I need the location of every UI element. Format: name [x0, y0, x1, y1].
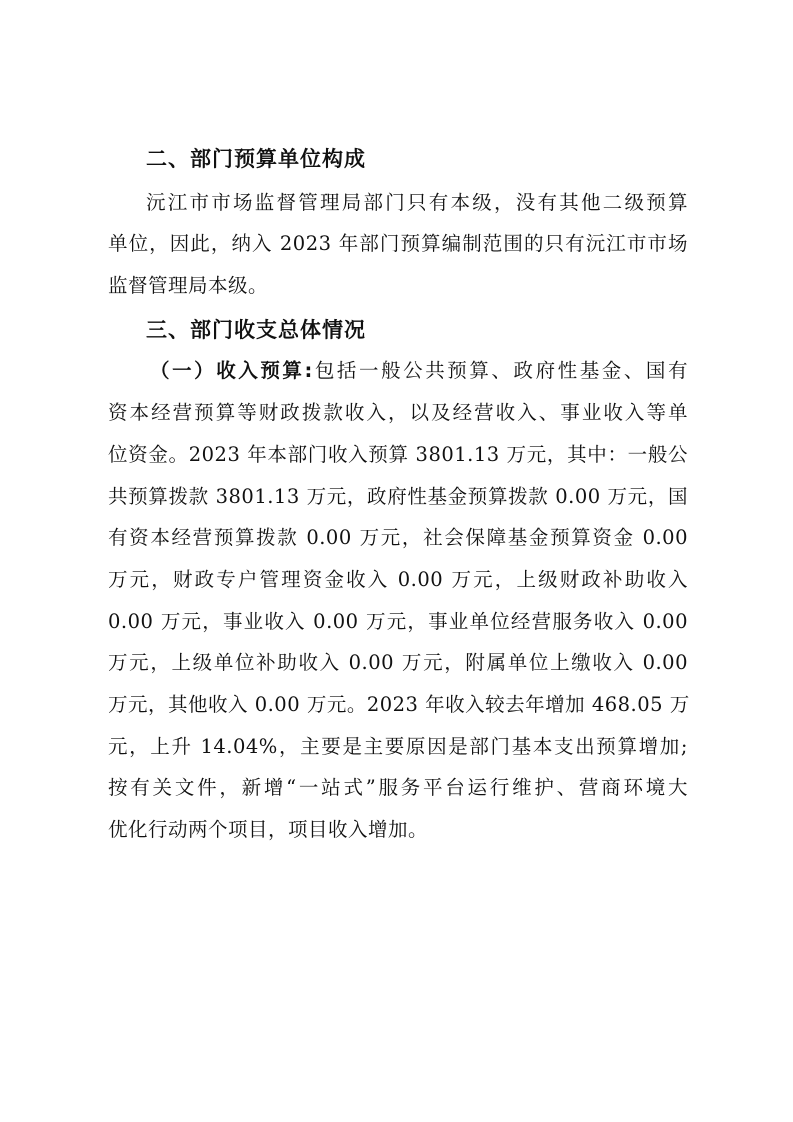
paragraph-line: 按有关文件，新增“一站式”服务平台运行维护、营商环境大: [108, 776, 688, 799]
paragraph-line: 万元，上级单位补助收入 0.00 万元，附属单位上缴收入 0.00: [108, 651, 688, 674]
section-3-heading: 三、部门收支总体情况: [146, 318, 366, 342]
paragraph-line: 元，上升 14.04%，主要是主要原因是部门基本支出预算增加;: [108, 735, 688, 758]
paragraph-line: 万元，财政专户管理资金收入 0.00 万元，上级财政补助收入: [108, 568, 688, 591]
paragraph-text: 包括一般公共预算、政府性基金、国有: [312, 359, 688, 382]
paragraph-line: 沅江市市场监督管理局部门只有本级，没有其他二级预算: [146, 191, 688, 214]
paragraph-line: 万元，其他收入 0.00 万元。2023 年收入较去年增加 468.05 万: [108, 693, 690, 716]
paragraph-line: 位资金。2023 年本部门收入预算 3801.13 万元，其中：一般公: [108, 443, 688, 466]
paragraph-line: 有资本经营预算拨款 0.00 万元，社会保障基金预算资金 0.00: [108, 526, 688, 549]
paragraph-line: 优化行动两个项目，项目收入增加。: [108, 818, 429, 841]
income-budget-label: （一）收入预算:: [150, 359, 313, 382]
section-2-heading: 二、部门预算单位构成: [146, 147, 366, 171]
paragraph-line: 监督管理局本级。: [108, 274, 269, 297]
paragraph-line: 单位，因此，纳入 2023 年部门预算编制范围的只有沅江市市场: [108, 232, 688, 255]
paragraph-line: 共预算拨款 3801.13 万元，政府性基金预算拨款 0.00 万元，国: [108, 485, 688, 508]
paragraph-line: 资本经营预算等财政拨款收入，以及经营收入、事业收入等单: [108, 401, 688, 424]
paragraph-first-line: [150, 356, 688, 386]
paragraph-line: 0.00 万元，事业收入 0.00 万元，事业单位经营服务收入 0.00: [108, 610, 688, 633]
